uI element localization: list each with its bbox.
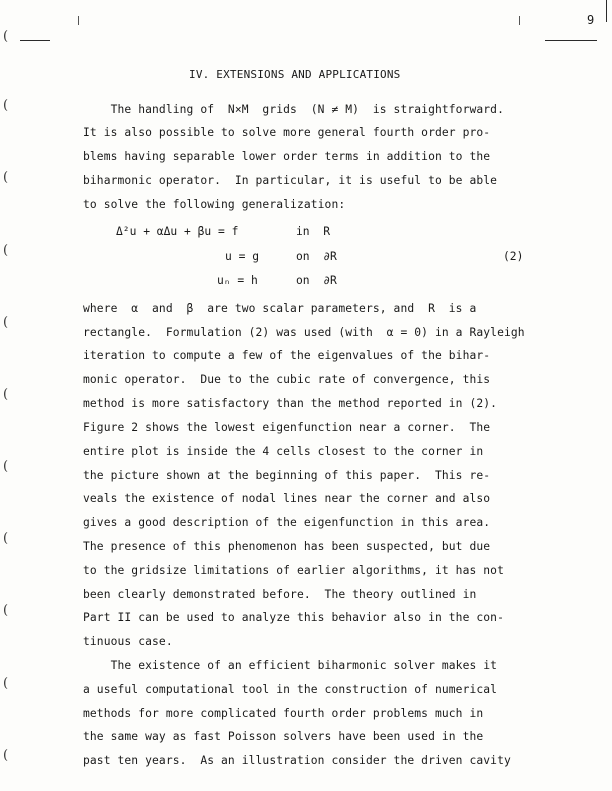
text-line: veals the existence of nodal lines near the corner and also: [83, 492, 491, 505]
text-line: method is more satisfactory than the method reported in (2).: [83, 397, 498, 410]
binding-mark: (: [3, 98, 9, 113]
equation-row-1-lhs: Δ²u + αΔu + βu = f: [116, 225, 239, 238]
text-line: The handling of N×M grids (N ≠ M) is straightforward.: [83, 103, 504, 116]
text-line: rectangle. Formulation (2) was used (with α = 0) in a Rayleigh: [83, 326, 525, 339]
binding-mark: (: [3, 170, 9, 185]
binding-mark: (: [3, 243, 9, 258]
equation-row-2-condition: on ∂R: [296, 250, 337, 263]
binding-mark: (: [3, 315, 9, 330]
equation-row-3-lhs: uₙ = h: [217, 274, 258, 287]
text-line: gives a good description of the eigenfunction in this area.: [83, 516, 491, 529]
binding-mark: (: [3, 748, 9, 763]
scan-edge: [606, 0, 607, 22]
binding-mark: (: [3, 459, 9, 474]
text-line: The presence of this phenomenon has been suspected, but due: [83, 540, 491, 553]
binding-mark: (: [3, 603, 9, 618]
equation-row-2-lhs: u = g: [225, 250, 260, 263]
text-line: past ten years. As an illustration consider the driven cavity: [83, 754, 511, 767]
text-line: a useful computational tool in the construction of numerical: [83, 683, 498, 696]
equation-row-3-condition: on ∂R: [296, 274, 337, 287]
text-line: to the gridsize limitations of earlier algorithms, it has not: [83, 564, 504, 577]
header-rule-left: [20, 40, 50, 41]
binding-mark: (: [3, 531, 9, 546]
text-line: the picture shown at the beginning of this paper. This re-: [83, 469, 491, 482]
text-line: The existence of an efficient biharmonic solver makes it: [83, 659, 498, 672]
scan-mark: [78, 16, 79, 25]
section-title: IV. EXTENSIONS AND APPLICATIONS: [189, 68, 401, 81]
text-line: Figure 2 shows the lowest eigenfunction near a corner. The: [83, 421, 491, 434]
binding-mark: (: [3, 676, 9, 691]
page-number: 9: [587, 13, 595, 27]
text-line: tinuous case.: [83, 635, 173, 648]
text-line: the same way as fast Poisson solvers have been used in the: [83, 730, 484, 743]
binding-mark: (: [3, 387, 9, 402]
text-line: entire plot is inside the 4 cells closest to the corner in: [83, 445, 484, 458]
text-line: monic operator. Due to the cubic rate of convergence, this: [83, 373, 491, 386]
text-line: to solve the following generalization:: [83, 198, 346, 211]
text-line: blems having separable lower order terms in addition to the: [83, 150, 491, 163]
text-line: Part II can be used to analyze this behavior also in the con-: [83, 611, 504, 624]
text-line: It is also possible to solve more general fourth order pro-: [83, 126, 491, 139]
scan-mark: [519, 16, 520, 25]
text-line: been clearly demonstrated before. The theory outlined in: [83, 588, 477, 601]
text-line: methods for more complicated fourth order problems much in: [83, 707, 484, 720]
header-rule-right: [545, 40, 597, 41]
text-line: biharmonic operator. In particular, it is useful to be able: [83, 174, 498, 187]
binding-mark: (: [3, 29, 9, 44]
text-line: where α and β are two scalar parameters, and R is a: [83, 302, 477, 315]
text-line: iteration to compute a few of the eigenvalues of the bihar-: [83, 349, 491, 362]
equation-number: (2): [503, 250, 524, 263]
equation-row-1-condition: in R: [296, 225, 331, 238]
